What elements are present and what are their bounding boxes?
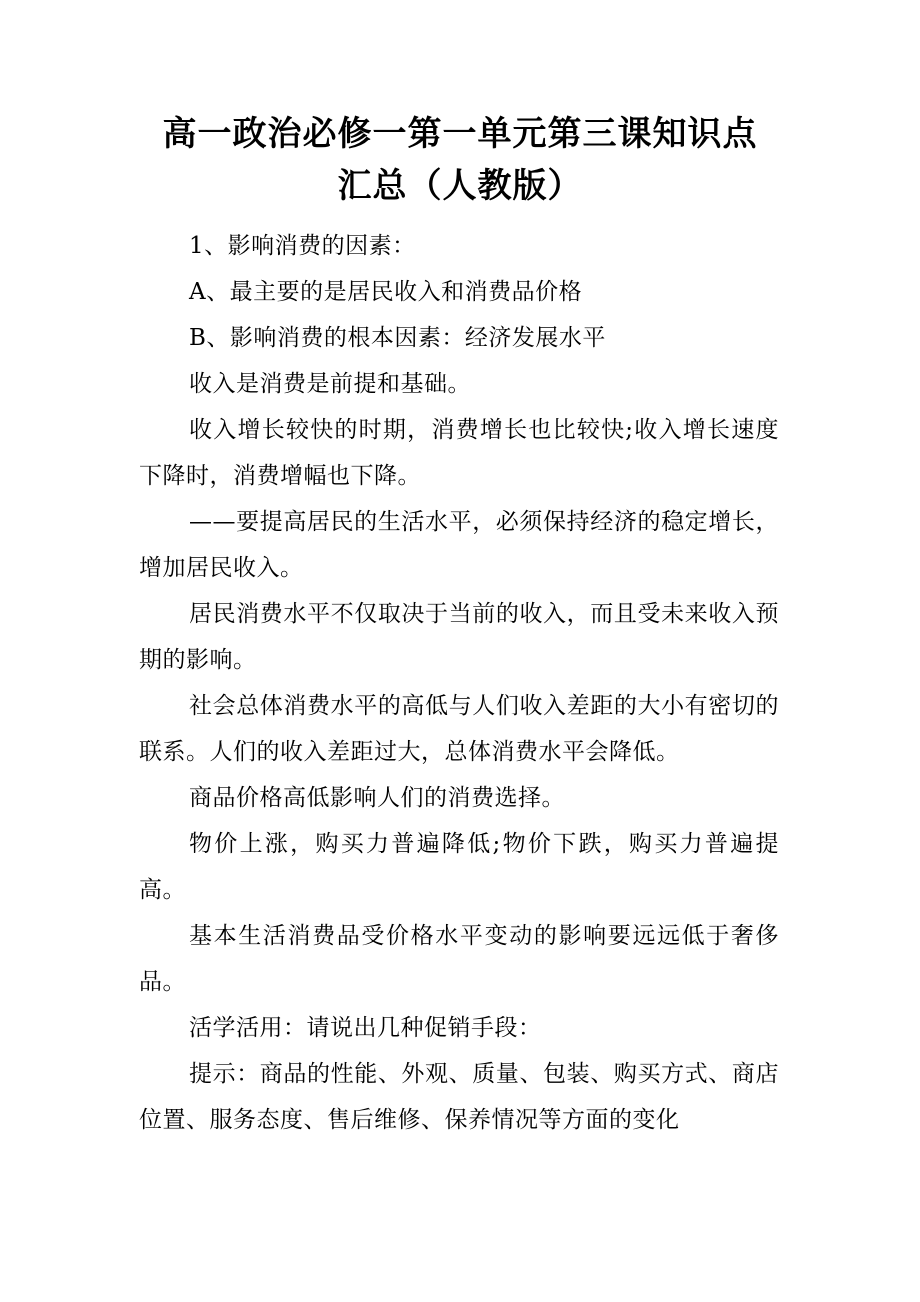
document-title-line-2: 汇总（人教版） <box>337 166 583 206</box>
paragraph-price-change: 物价上涨，购买力普遍降低;物价下跌，购买力普遍提高。 <box>139 831 779 903</box>
paragraph-hint: 提示：商品的性能、外观、质量、包装、购买方式、商店位置、服务态度、售后维修、保养情况等方面的变化 <box>139 1061 779 1133</box>
paragraph-income-premise: 收入是消费是前提和基础。 <box>189 371 471 397</box>
paragraph-living-standard: ——要提高居民的生活水平，必须保持经济的稳定增长，增加居民收入。 <box>139 509 779 581</box>
document-title-line-1: 高一政治必修一第一单元第三课知识点 <box>162 114 758 154</box>
document-title <box>120 108 800 212</box>
document-body <box>139 223 779 1143</box>
paragraph-point-a: A、最主要的是居民收入和消费品价格 <box>189 279 583 305</box>
paragraph-factors-heading: 1、影响消费的因素： <box>189 233 416 259</box>
paragraph-point-b: B、影响消费的根本因素：经济发展水平 <box>189 325 606 351</box>
paragraph-income-gap: 社会总体消费水平的高低与人们收入差距的大小有密切的联系。人们的收入差距过大，总体消费水平会降低。 <box>139 693 779 765</box>
paragraph-necessities: 基本生活消费品受价格水平变动的影响要远远低于奢侈品。 <box>139 923 779 995</box>
paragraph-exercise: 活学活用：请说出几种促销手段： <box>189 1015 542 1041</box>
paragraph-expected-income: 居民消费水平不仅取决于当前的收入，而且受未来收入预期的影响。 <box>139 601 779 673</box>
paragraph-price-choice: 商品价格高低影响人们的消费选择。 <box>189 785 565 811</box>
paragraph-income-growth: 收入增长较快的时期，消费增长也比较快;收入增长速度下降时，消费增幅也下降。 <box>139 417 779 489</box>
